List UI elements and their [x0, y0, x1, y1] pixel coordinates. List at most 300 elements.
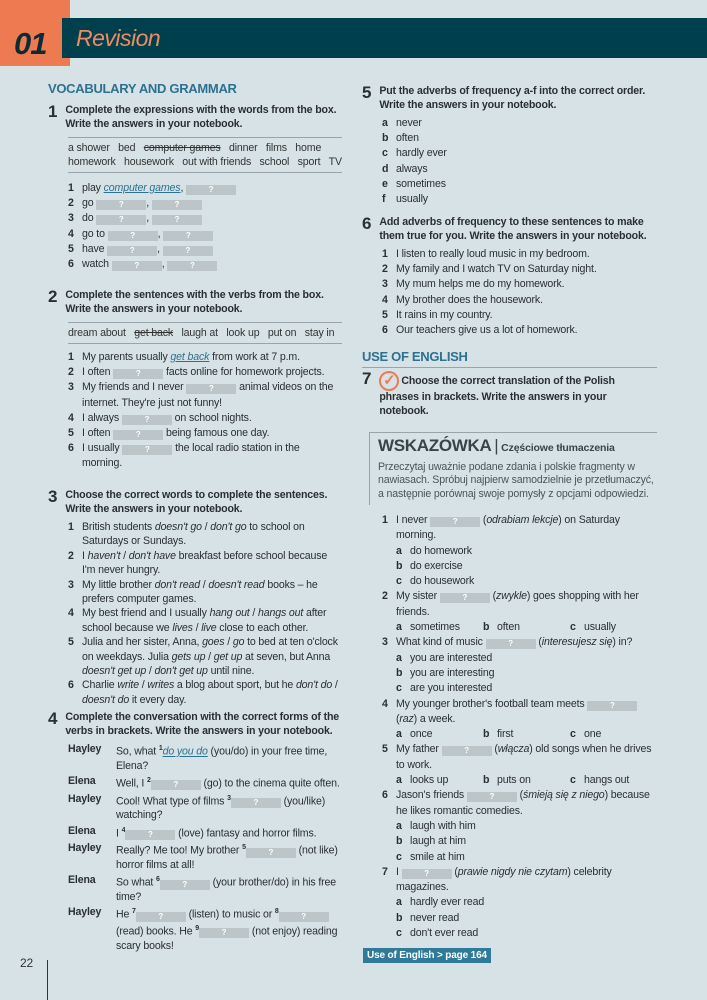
text: books – he prefers computer games.: [82, 578, 318, 606]
option[interactable]: [382, 666, 657, 681]
item-text: [396, 262, 657, 277]
item-text: [82, 411, 342, 426]
list-item: [68, 257, 342, 272]
item-text: [82, 426, 342, 441]
item-text: [82, 196, 342, 211]
dialogue-line: [116, 774, 344, 791]
text: to bed at ten o'clock on weekdays. Julia: [82, 636, 338, 663]
item-number: 4: [382, 697, 388, 710]
text: /: [332, 679, 338, 692]
item-number: 5: [68, 636, 74, 649]
italic-text: don't have: [128, 549, 176, 562]
text: ,: [180, 182, 187, 194]
answer-options: [382, 773, 657, 788]
answer-blank[interactable]: ?: [113, 430, 163, 440]
item-text: [396, 146, 657, 161]
list-item: [68, 211, 342, 226]
item-text: [82, 606, 342, 635]
used-word: computer games: [143, 142, 221, 154]
option[interactable]: [483, 620, 570, 635]
italic-text: włącza: [497, 743, 530, 756]
text: So, what: [116, 745, 159, 758]
text: the local radio station in the morning.: [82, 442, 300, 470]
answer-blank[interactable]: ?: [430, 517, 480, 527]
option-text: usually: [584, 621, 616, 634]
text: /: [201, 521, 211, 533]
item-number: 7: [382, 865, 388, 878]
text: (love) fantasy and horror films.: [175, 827, 317, 840]
answer-blank[interactable]: ?: [152, 215, 202, 225]
text: to school on Saturdays or Sundays.: [82, 521, 305, 548]
answer-options: [382, 727, 657, 742]
item-number: 4: [382, 293, 388, 306]
option[interactable]: [570, 773, 657, 788]
text: I: [82, 549, 88, 562]
text: Julia and her sister, Anna,: [82, 636, 203, 649]
option-text: don't ever read: [410, 927, 479, 940]
text: go: [82, 197, 97, 210]
text: /: [224, 636, 233, 649]
text: after school because we: [82, 607, 327, 634]
option[interactable]: [396, 773, 483, 788]
option-letter: c: [396, 927, 402, 940]
item-text: [396, 308, 657, 323]
text: watch: [82, 258, 112, 271]
option[interactable]: [382, 850, 657, 865]
item-text: [396, 323, 657, 338]
list-item: [68, 635, 342, 678]
answer-blank[interactable]: ?: [108, 231, 158, 241]
text: ,: [157, 242, 163, 255]
gap-number: 6: [156, 876, 160, 884]
item-number: 3: [382, 278, 388, 291]
exercise-7: [362, 371, 657, 941]
list-item: [68, 441, 342, 471]
text: So what: [116, 876, 157, 889]
answer-blank[interactable]: ?: [246, 848, 296, 858]
item-number: 3: [382, 636, 388, 649]
list-item: [68, 520, 342, 549]
text: (you/do) in your free time, Elena?: [116, 745, 328, 772]
text: My mum helps me do my homework.: [396, 278, 565, 291]
text: at seven, but Anna: [242, 650, 331, 663]
answer-blank[interactable]: ?: [136, 912, 186, 922]
item-number: 1: [382, 248, 388, 260]
text: I usually: [82, 442, 123, 455]
dialogue: [68, 742, 344, 953]
item-text: [82, 635, 342, 678]
example-answer: do you do: [162, 745, 208, 758]
answer-blank[interactable]: ?: [152, 200, 202, 210]
item-text: [396, 697, 657, 728]
text: hardly ever: [396, 147, 447, 160]
list-item: [68, 578, 342, 607]
italic-text: gets up: [171, 650, 206, 663]
item-number: 2: [68, 197, 74, 210]
item-text: [396, 192, 657, 207]
list-item: [382, 697, 657, 728]
item-text: [396, 742, 657, 773]
text: Jason's friends: [396, 789, 467, 802]
option-letter: c: [570, 728, 576, 741]
text: dinner films home homework housework out with friends school sport TV: [68, 142, 342, 168]
answer-blank[interactable]: ?: [587, 701, 637, 711]
list-item: [382, 635, 657, 650]
option-letter: c: [396, 850, 402, 863]
list-item: [68, 426, 342, 441]
option[interactable]: [570, 620, 657, 635]
answer-blank[interactable]: ?: [199, 928, 249, 938]
text: It rains in my country.: [396, 308, 493, 321]
answer-blank[interactable]: ?: [125, 830, 175, 840]
text: ,: [161, 258, 168, 271]
italic-text: odrabiam lekcje: [486, 514, 559, 526]
text: dream about: [68, 327, 135, 339]
option-letter: c: [396, 682, 402, 695]
exercise-6: [362, 216, 657, 338]
item-text: [396, 277, 657, 292]
italic-text: lives: [172, 621, 193, 634]
text: animal videos on the internet. They're just not funny!: [82, 381, 334, 409]
text: (not enjoy) reading scary books!: [116, 925, 338, 952]
option-text: often: [497, 621, 520, 634]
item-number: 6: [382, 789, 388, 802]
option[interactable]: [570, 727, 657, 742]
item-number: 5: [68, 427, 74, 440]
text: (: [451, 865, 458, 878]
italic-text: interesujesz się: [541, 636, 613, 649]
exercise-instruction: Complete the sentences with the verbs from the box. Write the answers in your notebook.: [65, 289, 324, 315]
text: a blog about sport, but he: [174, 679, 296, 692]
text: ,: [146, 212, 152, 225]
option-text: do exercise: [410, 559, 463, 572]
option-text: sometimes: [410, 621, 460, 634]
item-number: 2: [382, 590, 388, 603]
text: breakfast before school because I'm never hungry.: [82, 549, 328, 577]
option-letter: a: [396, 544, 402, 557]
speaker-name: Hayley: [68, 906, 102, 919]
answer-blank[interactable]: ?: [467, 792, 517, 802]
text: My younger brother's football team meets: [396, 697, 588, 710]
option[interactable]: [382, 911, 657, 926]
gap-number: 8: [274, 908, 279, 916]
page-number: 22: [20, 956, 34, 970]
list-item: [382, 323, 657, 338]
item-text: [82, 678, 342, 707]
option-text: puts on: [497, 774, 531, 787]
speaker-name: Elena: [68, 774, 96, 787]
page-title: Revision: [76, 25, 161, 51]
italic-text: doesn't go: [154, 521, 202, 533]
answer-blank[interactable]: ?: [122, 415, 172, 425]
answer-blank[interactable]: ?: [167, 261, 217, 271]
option[interactable]: [483, 773, 570, 788]
item-number: 4: [68, 227, 74, 240]
text: /: [199, 578, 209, 591]
item-number: b: [382, 132, 389, 145]
exercise-number: 2: [48, 287, 58, 306]
item-number: d: [382, 162, 389, 175]
text: laugh at look up put on stay in: [173, 327, 335, 339]
item-number: 4: [68, 607, 74, 620]
dialogue-line: [116, 873, 344, 904]
list-item: [382, 865, 657, 896]
dialogue-line: [116, 905, 344, 953]
text: (: [489, 590, 496, 603]
text: My little brother: [82, 578, 155, 591]
word-box: [68, 322, 342, 344]
gap-number: 9: [195, 924, 200, 932]
speaker-name: Hayley: [68, 743, 102, 755]
text: /: [120, 549, 129, 562]
answer-blank[interactable]: ?: [113, 369, 163, 379]
item-text: [82, 549, 342, 578]
item-number: 6: [382, 324, 388, 337]
option-text: laugh with him: [410, 819, 476, 832]
item-text: [396, 589, 657, 620]
item-text: [396, 635, 657, 650]
list-item: [382, 247, 657, 262]
option[interactable]: [382, 681, 657, 696]
answer-blank[interactable]: ?: [440, 593, 490, 603]
text: (: [480, 514, 487, 526]
list-item: [68, 242, 342, 257]
italic-text: prawie nigdy nie czytam: [457, 865, 568, 878]
option[interactable]: [396, 727, 483, 742]
item-text: [82, 441, 342, 471]
text: /: [249, 607, 258, 620]
option-text: hardly ever read: [410, 896, 485, 909]
text: (: [491, 743, 498, 756]
answer-blank[interactable]: ?: [442, 746, 492, 756]
option[interactable]: [382, 574, 657, 589]
text: do: [82, 212, 97, 225]
option[interactable]: [382, 559, 657, 574]
option-letter: a: [396, 728, 402, 741]
item-number: 2: [68, 366, 74, 379]
answer-blank[interactable]: ?: [122, 445, 172, 455]
text: Cool! What type of films: [116, 795, 228, 808]
italic-text: hangs out: [258, 607, 304, 620]
text: never: [396, 117, 422, 129]
text: often: [396, 132, 419, 145]
text: /: [138, 679, 148, 692]
text: I often: [82, 366, 114, 379]
item-number: 6: [68, 679, 74, 692]
option[interactable]: [382, 651, 657, 666]
text: My friends and I never: [82, 381, 187, 394]
exercise-list: [68, 181, 342, 272]
item-number: 5: [382, 308, 388, 321]
text: a shower bed: [68, 142, 144, 154]
exercise-instruction: Choose the correct translation of the Polish phrases in brackets. Write the answers in your notebook.: [379, 374, 615, 417]
item-number: 6: [68, 258, 74, 271]
text: ) old songs when he drives to work.: [396, 743, 652, 771]
text: ) in?: [612, 636, 633, 649]
italic-text: don't read: [154, 578, 200, 591]
exercise-instruction: Add adverbs of frequency to these sentences to make them true for you. Write the answers in your notebook.: [379, 216, 647, 242]
list-item: [382, 262, 657, 277]
item-text: [82, 380, 342, 410]
exercise-number: 7: [362, 369, 372, 388]
exercise-number: 1: [48, 102, 58, 121]
text: Our teachers give us a lot of homework.: [396, 324, 578, 337]
list-item: [68, 606, 342, 635]
answer-blank[interactable]: ?: [402, 869, 452, 879]
text: ,: [157, 227, 164, 240]
option-text: do housework: [410, 575, 475, 588]
answer-blank[interactable]: ?: [107, 246, 157, 256]
option[interactable]: [396, 620, 483, 635]
text: sometimes: [396, 177, 446, 190]
text: I listen to really loud music in my bedroom.: [396, 248, 590, 260]
text: Really? Me too! My brother: [116, 844, 243, 857]
text: He: [116, 908, 133, 921]
option-letter: b: [483, 774, 490, 787]
speaker-name: Elena: [68, 874, 96, 887]
option[interactable]: [382, 834, 657, 849]
text: play: [82, 182, 104, 194]
gap-number: 5: [242, 844, 246, 852]
option-letter: a: [396, 896, 402, 909]
text: I: [116, 827, 122, 840]
use-of-english-link[interactable]: Use of English > page 164: [363, 948, 491, 963]
item-text: [396, 131, 657, 146]
italic-text: don't do: [295, 679, 333, 692]
example-answer: computer games: [103, 182, 181, 194]
item-number: a: [382, 117, 388, 129]
answer-blank[interactable]: ?: [96, 200, 146, 210]
answer-blank[interactable]: ?: [163, 231, 213, 241]
exercise-instruction: Complete the expressions with the words from the box. Write the answers in your notebook.: [65, 104, 337, 130]
tip-title: WSKAZÓWKA: [378, 436, 492, 455]
answer-blank[interactable]: ?: [160, 880, 210, 890]
option[interactable]: [382, 895, 657, 910]
example-answer: get back: [170, 351, 210, 363]
used-word: get back: [134, 327, 174, 339]
text: it every day.: [129, 693, 187, 706]
option-letter: a: [396, 651, 402, 664]
text: My best friend and I usually: [82, 607, 210, 620]
list-item: [382, 192, 657, 207]
answer-blank[interactable]: ?: [279, 912, 329, 922]
exercise-instruction: Put the adverbs of frequency a-f into the correct order. Write the answers in your notebook.: [379, 85, 646, 111]
gap-number: 1: [158, 745, 163, 752]
option-letter: c: [570, 774, 576, 787]
item-number: 5: [382, 743, 388, 756]
exercise-2: [48, 289, 342, 472]
answer-blank[interactable]: ?: [486, 639, 536, 649]
list-item: [68, 678, 342, 707]
option-letter: a: [396, 774, 402, 787]
option-text: looks up: [410, 774, 449, 787]
list-item: [382, 177, 657, 192]
section-heading-use-of-english: USE OF ENGLISH: [362, 349, 468, 364]
gap-number: 2: [146, 776, 151, 784]
dialogue-line: [116, 841, 344, 872]
text: from work at 7 p.m.: [209, 351, 300, 363]
option-text: never read: [410, 911, 460, 924]
option-letter: b: [483, 621, 490, 634]
item-number: f: [382, 193, 386, 206]
exercise-list: [68, 520, 342, 707]
italic-text: writes: [147, 679, 175, 692]
item-text: [396, 293, 657, 308]
exercise-number: 4: [48, 709, 58, 728]
italic-text: haven't: [87, 549, 121, 562]
option-text: first: [497, 728, 514, 741]
text: British students: [82, 521, 155, 533]
list-item: [382, 788, 657, 819]
list-item: [68, 227, 342, 242]
list-item: [68, 411, 342, 426]
italic-text: don't go: [210, 521, 247, 533]
item-number: 5: [68, 242, 74, 255]
text: /: [205, 650, 214, 663]
unit-number: 01: [14, 26, 47, 61]
text: /: [146, 665, 155, 678]
item-number: 2: [382, 263, 388, 276]
text: What kind of music: [396, 636, 486, 649]
option[interactable]: [382, 544, 657, 559]
italic-text: goes: [202, 636, 225, 649]
item-number: 1: [382, 514, 388, 526]
gap-number: 3: [227, 794, 231, 802]
italic-text: don't get up: [154, 665, 208, 678]
tip-body: Przeczytaj uważnie podane zdania i polskie fragmenty w nawiasach. Spróbuj najpierw samodzielnie je przetłumaczyć, a następnie porównaj swoje pomysły z opcjami odpowiedzi.: [378, 460, 654, 500]
text: (your brother/do) in his free time?: [116, 876, 336, 904]
option[interactable]: [483, 727, 570, 742]
page-divider: [47, 960, 48, 1000]
option-letter: c: [570, 621, 576, 634]
option[interactable]: [382, 819, 657, 834]
item-text: [396, 162, 657, 177]
list-item: [382, 308, 657, 323]
text: (not like) horror films at all!: [116, 844, 338, 872]
item-text: [82, 365, 342, 380]
item-text: [396, 116, 657, 131]
list-item: [382, 116, 657, 131]
text: go to: [82, 227, 108, 240]
exercise-list: [382, 116, 657, 207]
exercise-3: [48, 489, 342, 707]
item-text: [396, 247, 657, 262]
answer-blank[interactable]: ?: [186, 185, 236, 195]
exercise-list: [382, 513, 657, 941]
speaker-name: Hayley: [68, 842, 102, 855]
answer-blank[interactable]: ?: [151, 780, 201, 790]
item-number: c: [382, 147, 388, 160]
exercise-number: 3: [48, 487, 58, 506]
text: ,: [146, 197, 152, 210]
answer-blank[interactable]: ?: [163, 246, 213, 256]
option-text: you are interesting: [410, 666, 495, 679]
list-item: [68, 350, 342, 365]
answer-blank[interactable]: ?: [112, 261, 162, 271]
italic-text: śmieją się z niego: [523, 789, 605, 802]
speaker-name: Elena: [68, 824, 96, 837]
option[interactable]: [382, 926, 657, 941]
text: (: [516, 789, 524, 802]
option-text: hangs out: [584, 774, 630, 787]
tip-separator: |: [494, 436, 499, 455]
answer-blank[interactable]: ?: [231, 798, 281, 808]
answer-blank[interactable]: ?: [96, 215, 146, 225]
answer-blank[interactable]: ?: [186, 384, 236, 394]
option-text: laugh at him: [410, 835, 466, 848]
text: ) goes shopping with her friends.: [396, 590, 639, 618]
exercise-instruction: Choose the correct words to complete the sentences. Write the answers in your notebook.: [65, 489, 328, 515]
